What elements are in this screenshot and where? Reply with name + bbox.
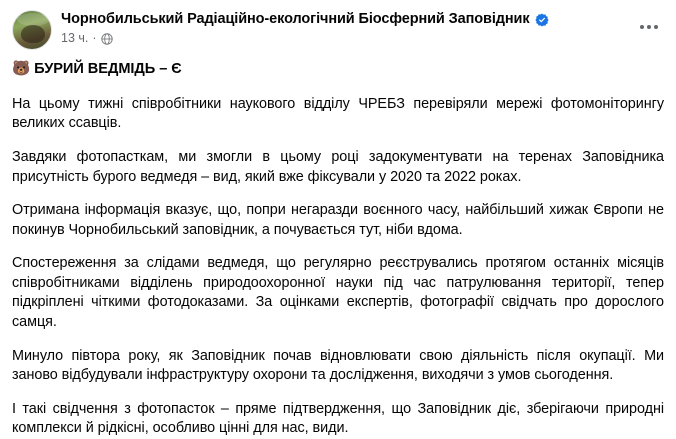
page-name-row [61, 11, 549, 28]
meta-separator: · [92, 31, 97, 46]
post-header [12, 8, 664, 50]
verified-badge-icon [535, 13, 549, 27]
post-paragraph-6: І такі свідчення з фотопасток – пряме підтвердження, що Заповідник діє, зберігаючи природні комплекси й рідкісні, особливо цінні для нас, види. [12, 400, 664, 437]
page-name[interactable]: Чорнобильський Радіаційно-екологічний Біосферний Заповідник [61, 11, 530, 27]
globe-icon [101, 32, 113, 44]
post-timestamp[interactable]: 13 ч. [61, 31, 89, 46]
avatar[interactable] [12, 10, 52, 50]
post-paragraph-4: Спостереження за слідами ведмедя, що регулярно реєструвались протягом останніх місяців співробітниками відділень природоохоронної науки під час патрулювання території, тепер підкріплені чіткими фотодоказами. За оцінками експертів, фотографії свідчать про дорослого самця. [12, 255, 664, 331]
post-header-text [61, 10, 549, 45]
more-options-icon[interactable] [634, 12, 664, 42]
post-paragraph-5: Минуло півтора року, як Заповідник почав відновлювати свою діяльність після окупації. Ми заново відбудували інфраструктуру охорони та дослідження, виходячи з умов сьогодення. [12, 347, 664, 384]
post-meta [61, 31, 549, 45]
post-body [12, 50, 664, 439]
post-headline: 🐻 БУРИЙ ВЕДМІДЬ – Є [12, 61, 182, 77]
post-paragraph-1: На цьому тижні співробітники наукового відділу ЧРЕБЗ перевіряли мережі фотомоніторингу великих ссавців. [12, 95, 664, 132]
post-paragraph-2: Завдяки фотопасткам, ми змогли в цьому році задокументувати на теренах Заповідника присутність бурого ведмедя – вид, який вже фіксували у 2020 та 2022 роках. [12, 149, 664, 185]
post-paragraph-3: Отримана інформація вказує, що, попри негаразди воєнного часу, найбільший хижак Європи не покинув Чорнобильський заповідник, а почувається тут, ніби вдома. [12, 202, 664, 238]
